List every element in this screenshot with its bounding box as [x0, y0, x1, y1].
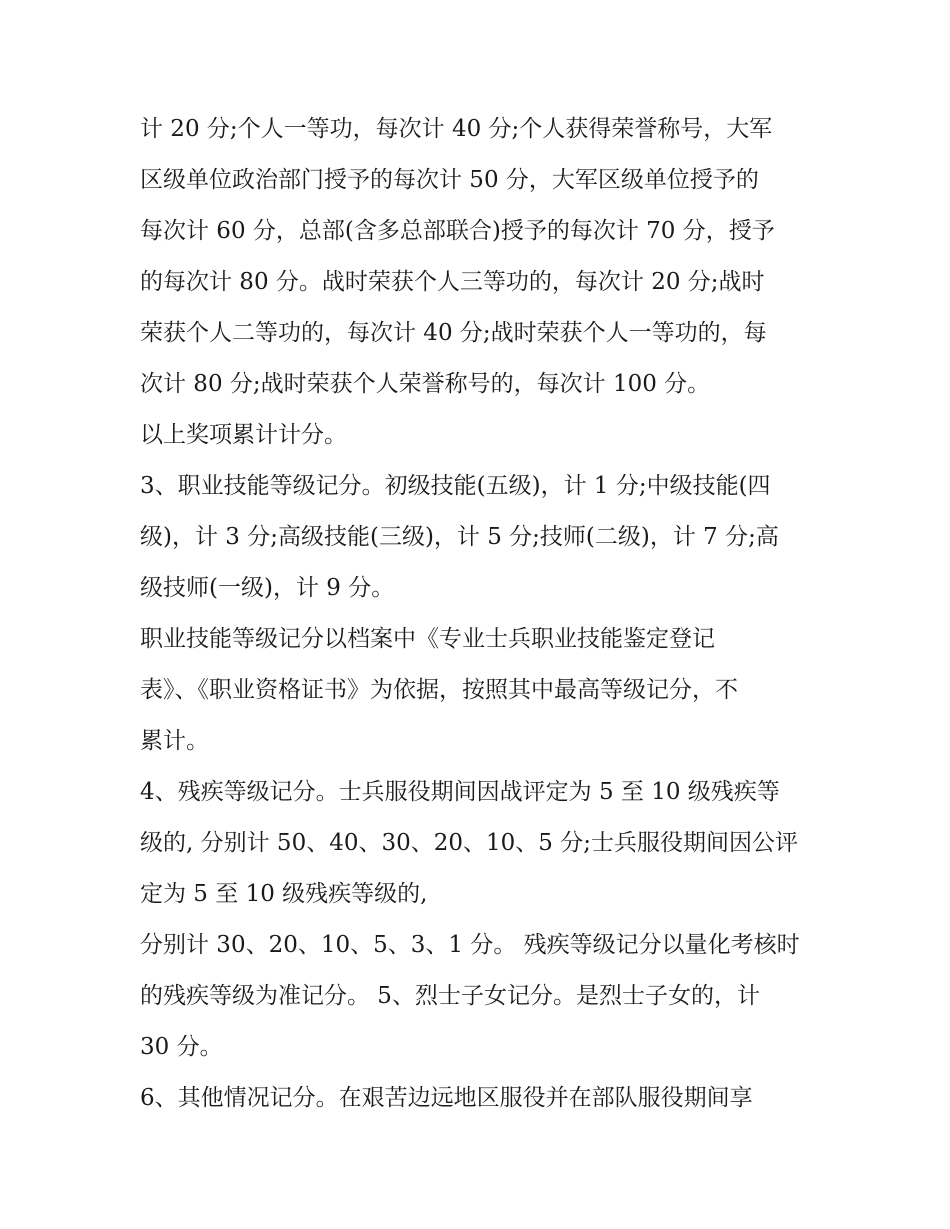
text-line: 定为 5 至 10 级残疾等级的,: [140, 881, 428, 907]
text-line: 30 分。: [140, 1034, 223, 1060]
text-line: 职业技能等级记分以档案中《专业士兵职业技能鉴定登记: [140, 626, 715, 652]
text-line: 计 20 分;个人一等功，每次计 40 分;个人获得荣誉称号，大军: [140, 116, 773, 142]
text-line: 级)，计 3 分;高级技能(三级)，计 5 分;技师(二级)，计 7 分;高: [140, 524, 779, 550]
text-line: 的每次计 80 分。战时荣获个人三等功的，每次计 20 分;战时: [140, 269, 765, 295]
text-line: 每次计 60 分，总部(含多总部联合)授予的每次计 70 分，授予: [140, 218, 775, 244]
text-line: 6、其他情况记分。在艰苦边远地区服役并在部队服役期间享: [140, 1085, 753, 1111]
text-line: 以上奖项累计计分。: [140, 422, 347, 448]
text-line: 的残疾等级为准记分。 5、烈士子女记分。是烈士子女的，计: [140, 983, 760, 1009]
text-line: 4、残疾等级记分。士兵服役期间因战评定为 5 至 10 级残疾等: [140, 779, 780, 805]
text-line: 荣获个人二等功的，每次计 40 分;战时荣获个人一等功的，每: [140, 320, 767, 346]
text-line: 分别计 30、20、10、5、3、1 分。 残疾等级记分以量化考核时: [140, 932, 800, 958]
text-line: 级技师(一级)，计 9 分。: [140, 575, 395, 601]
text-line: 表》、《职业资格证书》为依据，按照其中最高等级记分，不: [140, 677, 738, 703]
document-page: [140, 104, 815, 1124]
text-line: 次计 80 分;战时荣获个人荣誉称号的，每次计 100 分。: [140, 371, 711, 397]
text-line: 3、职业技能等级记分。初级技能(五级)，计 1 分;中级技能(四: [140, 473, 771, 499]
text-line: 级的, 分别计 50、40、30、20、10、5 分;士兵服役期间因公评: [140, 830, 798, 856]
text-line: 累计。: [140, 728, 209, 754]
text-line: 区级单位政治部门授予的每次计 50 分，大军区级单位授予的: [140, 167, 759, 193]
